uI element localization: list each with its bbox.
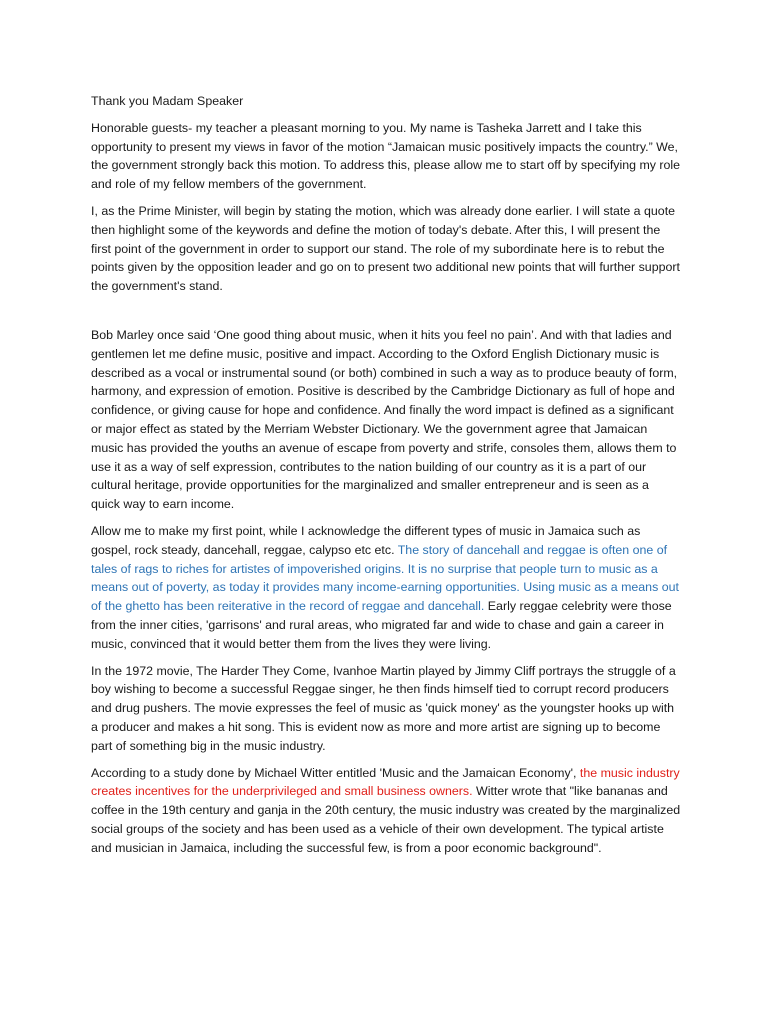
study-rest: Witter wrote that "like bananas and coffee in the 19th century and ganja in the 20th century, the music industry was created by the marginalized social groups of the society and has been used as a vehicle of their own development. The typical artiste and musician in Jamaica, including the successful few, is from a poor economic background". [91, 784, 681, 855]
paragraph-first-point [91, 522, 681, 654]
study-highlight: the music industry creates incentives for the underprivileged and small business owners. [91, 765, 680, 799]
paragraph-definitions: Bob Marley once said ‘One good thing about music, when it hits you feel no pain’. And with that ladies and gentlemen let me define music, positive and impact. According to the Oxford English Dictionary music is described as a vocal or instrumental sound (or both) combined in such a way as to produce beauty of form, harmony, and expression of emotion. Positive is described by the Cambridge Dictionary as full of hope and confidence, or giving cause for hope and confidence. And finally the word impact is defined as a significant or major effect as stated by the Merriam Webster Dictionary. We the government agree that Jamaican music has provided the youths an avenue of escape from poverty and strife, consoles them, allows them to use it as a way of self expression, contributes to the nation building of our country as it is a part of our cultural heritage, provide opportunities for the marginalized and smaller entrepreneur and is seen as a quick way to earn income. [91, 327, 678, 512]
first-point-rest: Early reggae celebrity were those from the inner cities, 'garrisons' and rural areas, who migrated far and wide to chase and gain a career in music, convinced that it would better them from the lives they were living. [91, 599, 672, 651]
opening-line: Thank you Madam Speaker [91, 94, 244, 108]
paragraph-movie: In the 1972 movie, The Harder They Come, Ivanhoe Martin played by Jimmy Cliff portrays the struggle of a boy wishing to become a successful Reggae singer, he then finds himself tied to corrupt record producers and drug pushers. The movie expresses the feel of music as 'quick money' as the youngster hooks up with a producer and makes a hit song. This is evident now as more and more artist are signing up to become part of something big in the music industry. [91, 663, 676, 753]
paragraph-introduction: Honorable guests- my teacher a pleasant morning to you. My name is Tasheka Jarrett and I take this opportunity to present my views in favor of the motion “Jamaican music positively impacts the country.” We, the government strongly back this motion. To address this, please allow me to start off by specifying my role and role of my fellow members of the government. [91, 120, 681, 192]
paragraph-study [91, 764, 681, 858]
study-intro: According to a study done by Michael Witter entitled 'Music and the Jamaican Economy', [91, 765, 580, 780]
first-point-highlight: The story of dancehall and reggae is often one of tales of rags to riches for artistes of impoverished origins. It is no surprise that people turn to music as a means out of poverty, as today it provides many income-earning opportunities. Using music as a means out of the ghetto has been reiterative in the record of reggae and dancehall. [91, 542, 679, 614]
first-point-intro: Allow me to make my first point, while I acknowledge the different types of music in Jamaica such as gospel, rock steady, dancehall, reggae, calypso etc etc. [91, 523, 641, 557]
paragraph-role: I, as the Prime Minister, will begin by stating the motion, which was already done earlier. I will state a quote then highlight some of the keywords and define the motion of today's debate. After this, I will present the first point of the government in order to support our stand. The role of my subordinate here is to rebut the points given by the opposition leader and go on to present two additional new points that will further support the government's stand. [91, 203, 680, 294]
document-page [91, 92, 681, 865]
